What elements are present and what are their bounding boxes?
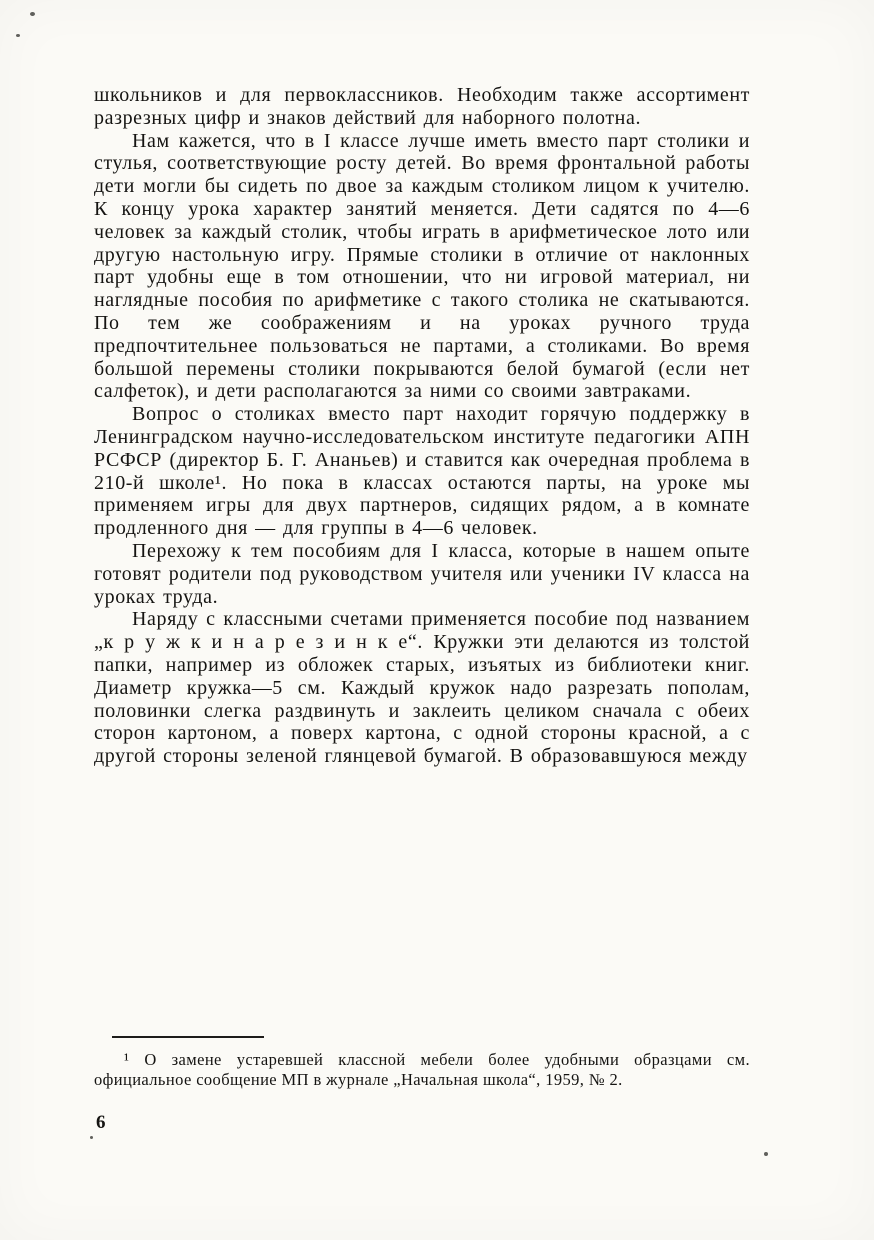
body-text <box>94 84 750 768</box>
scan-artifact <box>90 1136 93 1139</box>
paragraph: Нам кажется, что в I классе лучше иметь вместо парт столики и стулья, соответствующие росту детей. Во время фронтальной работы дети могли бы сидеть по двое за каждым столиком лицом к учителю. К концу урока характер занятий меняется. Дети садятся по 4—6 человек за каждый столик, чтобы играть в арифметическое лото или другую настольную игру. Прямые столики в отличие от наклонных парт удобны еще в том отношении, что ни игровой материал, ни наглядные пособия по арифметике с такого столика не скатываются. По тем же соображениям и на уроках ручного труда предпочтительнее пользоваться не партами, а столиками. Во время большой перемены столики покрываются белой бумагой (если нет салфеток), и дети располагаются за ними со своими завтраками. <box>94 129 750 403</box>
paragraph: Вопрос о столиках вместо парт находит горячую поддержку в Ленинградском научно-исследовательском институте педагогики АПН РСФСР (директор Б. Г. Ананьев) и ставится как очередная проблема в 210-й школе¹. Но пока в классах остаются парты, на уроке мы применяем игры для двух партнеров, сидящих рядом, а в комнате продленного дня — для группы в 4—6 человек. <box>94 403 750 540</box>
paragraph-continuation: школьников и для первоклассников. Необходим также ассортимент разрезных цифр и знаков действий для наборного полотна. <box>94 84 750 129</box>
scan-artifact <box>30 12 35 16</box>
paragraph: Перехожу к тем пособиям для I класса, которые в нашем опыте готовят родители под руководством учителя или ученики IV класса на уроках труда. <box>94 539 750 608</box>
footnote-divider <box>112 1036 264 1038</box>
paragraph: Наряду с классными счетами применяется пособие под названием „к р у ж к и н а р е з и н к е“. Кружки эти делаются из толстой папки, например из обложек старых, изъятых из библиотеки книг. Диаметр кружка—5 см. Каждый кружок надо разрезать пополам, половинки слегка раздвинуть и заклеить целиком сначала с обеих сторон картоном, а поверх картона, с одной стороны красной, а с другой стороны зеленой глянцевой бумагой. В образовавшуюся между <box>94 608 750 768</box>
scan-artifact <box>16 34 20 37</box>
page-number: 6 <box>96 1112 106 1133</box>
footnote: ¹ О замене устаревшей классной мебели более удобными образцами см. официальное сообщение МП в журнале „Начальная школа“, 1959, № 2. <box>94 1050 750 1089</box>
scan-artifact <box>764 1152 768 1156</box>
